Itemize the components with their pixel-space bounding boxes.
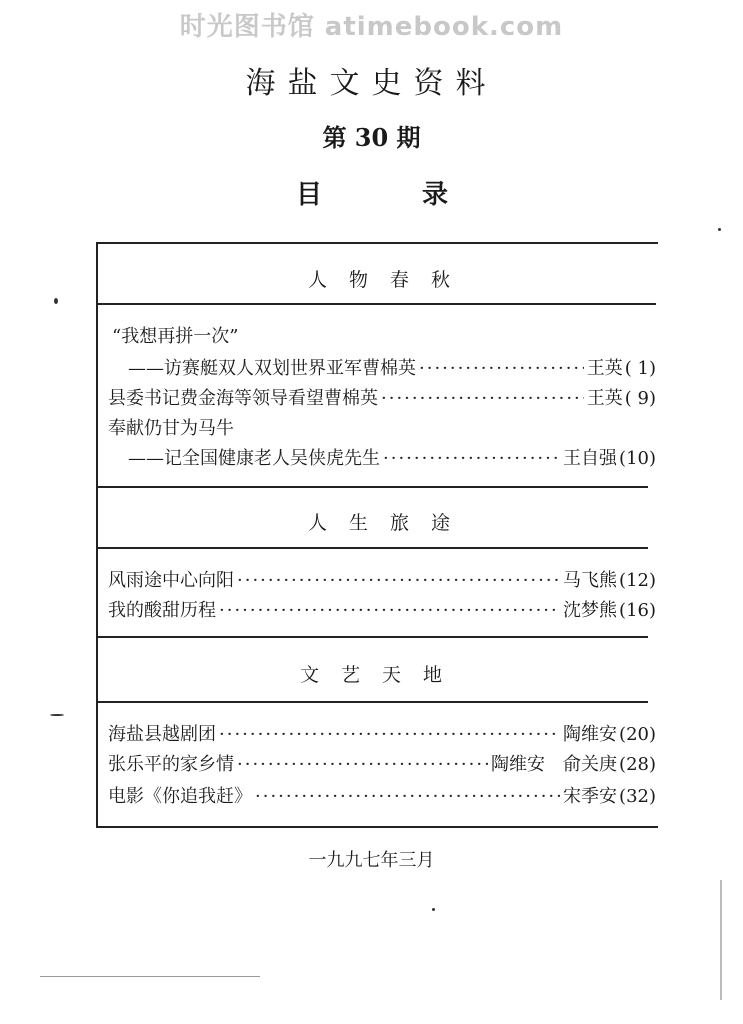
toc-entry-title: “我想再拼一次”	[112, 326, 239, 347]
toc-entry-author: 沈梦熊	[563, 600, 618, 621]
toc-entry-author: 马飞熊	[563, 570, 618, 591]
section-divider	[96, 636, 648, 638]
leader-dots	[383, 448, 560, 469]
toc-entry-page: ( 1)	[624, 358, 656, 379]
leader-dots	[219, 600, 560, 621]
toc-entry-title: ——访赛艇双人双划世界亚军曹棉英	[128, 358, 416, 379]
scan-edge-line	[40, 976, 260, 977]
toc-entry-author: 陶维安	[563, 724, 618, 745]
toc-entry	[108, 596, 656, 626]
toc-entry-page: (10)	[619, 448, 656, 469]
toc-heading-char-1: 目	[296, 180, 323, 210]
toc-entry-title: 县委书记费金海等领导看望曹棉英	[108, 388, 378, 409]
toc-entry-page: (12)	[619, 570, 656, 591]
toc-heading-char-2: 录	[422, 180, 449, 210]
toc-entry-author: 王自强	[563, 448, 618, 469]
publication-title: 海盐文史资料	[245, 66, 498, 101]
toc-entry-title: 我的酸甜历程	[108, 600, 216, 621]
scan-speck	[718, 228, 721, 231]
scan-speck	[50, 714, 64, 716]
toc-entry	[108, 782, 656, 812]
toc-entry-title: 张乐平的家乡情	[108, 754, 234, 775]
toc-entry	[128, 354, 656, 384]
toc-entry-title: ——记全国健康老人吴侠虎先生	[128, 448, 380, 469]
toc-entry	[108, 384, 656, 414]
toc-entry-page: (16)	[619, 600, 656, 621]
publication-date: 一九九七年三月	[308, 850, 435, 871]
toc-entry-page: (20)	[619, 724, 656, 745]
section-divider	[96, 547, 648, 549]
leader-dots	[255, 786, 560, 807]
section-heading-life: 人生旅途	[308, 512, 473, 534]
leader-dots	[419, 358, 584, 379]
scan-speck	[54, 298, 58, 304]
toc-entry-author: 宋季安	[563, 786, 618, 807]
toc-entry	[108, 566, 656, 596]
toc-entry	[108, 750, 656, 780]
section-divider	[96, 303, 656, 305]
toc-entry-page: ( 9)	[624, 388, 656, 409]
toc-entry-author: 陶维安 俞关庚	[491, 754, 618, 775]
section-heading-people: 人物春秋	[308, 269, 473, 291]
toc-entry-title: 风雨途中心向阳	[108, 570, 234, 591]
toc-entry-author: 王英	[586, 388, 623, 409]
toc-entry-page: (28)	[619, 754, 656, 775]
issue-number: 第 30 期	[322, 123, 421, 152]
scan-speck	[432, 908, 435, 911]
section-divider	[96, 486, 648, 488]
toc-entry	[128, 444, 656, 474]
leader-dots	[381, 388, 584, 409]
toc-entry-page: (32)	[619, 786, 656, 807]
scan-edge-line	[720, 880, 722, 1000]
leader-dots	[237, 570, 560, 591]
leader-dots	[237, 754, 488, 775]
toc-entry-title: 海盐县越剧团	[108, 724, 216, 745]
toc-entry-author: 王英	[586, 358, 623, 379]
toc-entry-title: 奉献仍甘为马牛	[108, 418, 234, 439]
leader-dots	[219, 724, 560, 745]
section-heading-arts: 文艺天地	[300, 664, 465, 686]
section-divider	[96, 701, 648, 703]
toc-entry-title: 电影《你追我赶》	[108, 786, 252, 807]
toc-entry	[108, 720, 656, 750]
watermark: 时光图书馆 atimebook.com	[179, 12, 564, 42]
